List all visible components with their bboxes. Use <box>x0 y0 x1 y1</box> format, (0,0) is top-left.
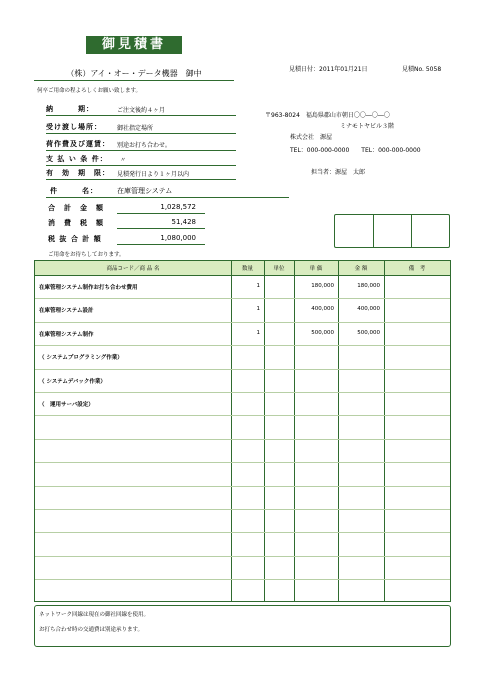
table-cell-price: 400,000 <box>311 306 334 313</box>
term-label: 有 効 期 限： <box>46 169 110 177</box>
table-cell-name: 在庫管理システム制作 <box>39 331 94 338</box>
company-address: 〒963-8024 福島県郡山市朝日〇〇―〇―〇 <box>265 112 390 119</box>
company-name: 株式会社 源屋 <box>290 134 333 141</box>
total-value: 51,428 <box>171 218 196 226</box>
note-line: お打ち合わせ時の交通費は別途承ります。 <box>39 627 144 633</box>
subject-label: 件 名： <box>50 187 98 195</box>
table-header-cell: 単 価 <box>309 266 323 272</box>
table-row-divider <box>35 556 450 557</box>
stamp-boxes <box>334 214 450 248</box>
table-column-divider <box>384 261 385 601</box>
notes-box <box>34 605 451 647</box>
table-cell-amount: 400,000 <box>357 306 380 313</box>
table-column-divider <box>264 261 265 601</box>
table-cell-name: （ システムデバック作業） <box>39 378 106 385</box>
table-cell-name: 在庫管理システム制作お打ち合わせ費用 <box>39 285 138 291</box>
term-underline <box>46 165 236 166</box>
table-cell-name: 在庫管理システム設計 <box>39 308 94 315</box>
quote-date: 見積日付：2011年01月21日 <box>289 66 368 73</box>
total-underline <box>117 228 205 229</box>
customer-name: （株）アイ・オー・データ機器 御中 <box>34 68 234 81</box>
stamp-divider <box>411 215 412 247</box>
table-cell-amount: 500,000 <box>357 329 380 336</box>
table-cell-price: 180,000 <box>311 283 334 289</box>
table-row-divider <box>35 415 450 416</box>
company-rep: 担当者：源屋 太郎 <box>311 169 366 176</box>
term-value: ご注文後約４ヶ月 <box>117 107 166 114</box>
table-header-cell: 単位 <box>273 266 285 272</box>
table-cell-name: （ システムプログラミング作業） <box>39 355 123 362</box>
total-underline <box>117 244 205 245</box>
table-cell-name: （ 運用サーバ設定） <box>39 402 94 408</box>
table-cell-qty: 1 <box>256 283 260 289</box>
term-value: 御社指定場所 <box>117 125 154 132</box>
table-row-divider <box>35 462 450 463</box>
greeting-text: 何卒ご用命の程よろしくお願い致します。 <box>37 88 142 94</box>
term-value: 見積発行日より１ヶ月以内 <box>117 171 190 178</box>
company-building: ミナモトヤビル３階 <box>340 123 395 130</box>
items-table <box>34 260 451 602</box>
company-tel: TEL：000-000-0000 TEL：000-000-0000 <box>290 147 421 154</box>
term-value: 別途お打ち合わせ。 <box>117 142 171 149</box>
subject-underline <box>46 197 289 198</box>
table-row-divider <box>35 579 450 580</box>
table-row-divider <box>35 486 450 487</box>
term-label: 荷作費及び運賃： <box>46 140 110 148</box>
document-title: 御見積書 <box>86 36 182 54</box>
total-underline <box>117 213 205 214</box>
note-line: ネットワーク回線は現在の御社回線を使用。 <box>39 612 150 618</box>
table-row-divider <box>35 439 450 440</box>
table-row-divider <box>35 369 450 370</box>
total-label: 合 計 金 額 <box>48 204 104 212</box>
total-value: 1,080,000 <box>160 234 196 242</box>
table-header-cell: 商品コード／商 品 名 <box>106 266 160 272</box>
term-underline <box>46 133 236 134</box>
term-label: 受け渡し場所： <box>46 123 102 131</box>
table-cell-qty: 1 <box>256 329 260 336</box>
term-underline <box>46 150 236 151</box>
term-underline <box>46 179 236 180</box>
term-label: 納 期： <box>46 105 94 113</box>
total-label: 消 費 税 額 <box>48 219 104 227</box>
total-value: 1,028,572 <box>160 203 196 211</box>
term-underline <box>46 115 236 116</box>
total-label: 税 抜 合 計 額 <box>48 235 102 243</box>
table-cell-amount: 180,000 <box>357 283 380 289</box>
table-row-divider <box>35 532 450 533</box>
table-row-divider <box>35 392 450 393</box>
table-row-divider <box>35 322 450 323</box>
stamp-divider <box>373 215 374 247</box>
table-row-divider <box>35 509 450 510</box>
table-cell-qty: 1 <box>256 306 260 313</box>
table-row-divider <box>35 345 450 346</box>
subject-value: 在庫管理システム <box>117 187 173 195</box>
table-row-divider <box>35 298 450 299</box>
closing-note: ご用命をお待ちしております。 <box>48 252 125 258</box>
term-label: 支 払 い 条 件： <box>46 155 108 163</box>
table-header-cell: 金 額 <box>354 266 368 272</box>
table-header-cell: 備 考 <box>408 266 426 272</box>
quote-number: 見積No. 5058 <box>402 66 442 73</box>
table-header-cell: 数量 <box>241 266 253 272</box>
table-cell-price: 500,000 <box>311 329 334 336</box>
term-value: 〃 <box>120 157 127 164</box>
